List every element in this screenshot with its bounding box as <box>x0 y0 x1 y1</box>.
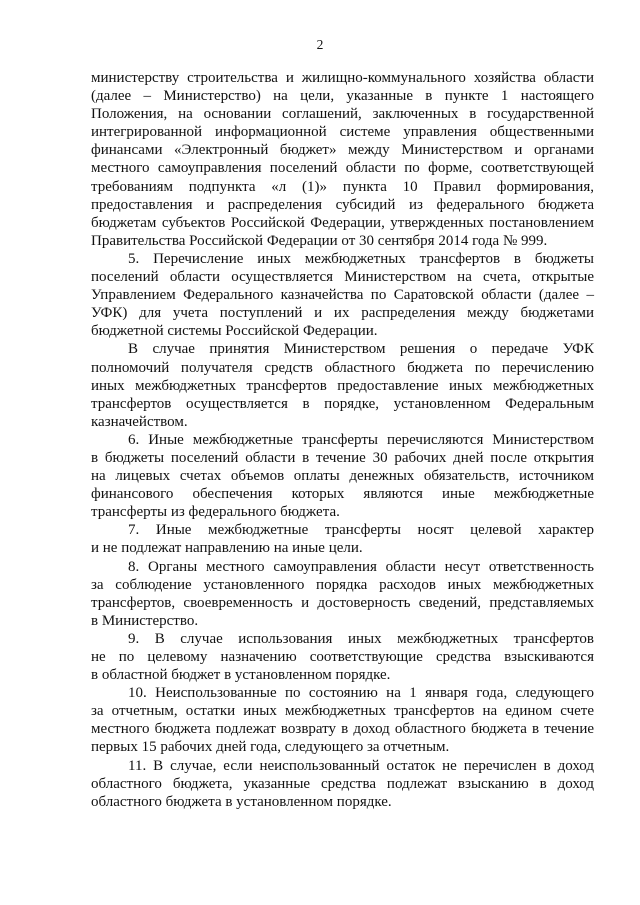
paragraph-8-line-4: первых 15 рабочих дней года, следующего за отчетным. <box>91 739 450 756</box>
paragraph-3-line-5: казначейством. <box>91 413 188 430</box>
paragraph-1-line-1: министерству строительства и жилищно-коммунального хозяйства области <box>91 70 594 86</box>
paragraph-1-line-3: Положения, на основании соглашений, заключенных в государственной <box>91 106 594 123</box>
paragraph-9-line-2: областного бюджета, указанные средства подлежат взысканию в доход <box>91 775 594 792</box>
paragraph-2-line-5: бюджетной системы Российской Федерации. <box>91 323 378 340</box>
paragraph-8-line-2: за отчетным, остатки иных межбюджетных трансфертов на едином счете <box>91 703 594 720</box>
paragraph-2-line-2: поселений области осуществляется Министерством на счета, открытые <box>91 269 594 286</box>
paragraph-1-line-10: Правительства Российской Федерации от 30 сентября 2014 года № 999. <box>91 232 548 249</box>
paragraph-6-line-4: в Министерство. <box>91 612 199 629</box>
paragraph-4-line-1: 6. Иные межбюджетные трансферты перечисляются Министерством <box>128 431 594 448</box>
paragraph-4-line-4: финансового обеспечения которых являются иные межбюджетные <box>91 486 594 503</box>
paragraph-1-line-6: местного самоуправления поселений области по форме, соответствующей <box>91 160 594 177</box>
paragraph-5-line-2: и не подлежат направлению на иные цели. <box>91 540 363 557</box>
paragraph-5-line-1: 7. Иные межбюджетные трансферты носят целевой характер <box>128 522 594 539</box>
paragraph-8-line-3: местного бюджета подлежат возврату в доход областного бюджета в течение <box>91 721 594 738</box>
paragraph-2-line-4: УФК) для учета поступлений и их распределения между бюджетами <box>91 305 594 322</box>
paragraph-4-line-3: на лицевых счетах объемов оплаты денежных обязательств, источником <box>91 468 594 485</box>
paragraph-7-line-1: 9. В случае использования иных межбюджетных трансфертов <box>128 630 594 647</box>
paragraph-3-line-1: В случае принятия Министерством решения о передаче УФК <box>128 341 594 358</box>
paragraph-1-line-4: интегрированной информационной системе управления общественными <box>91 124 594 141</box>
paragraph-8-line-1: 10. Неиспользованные по состоянию на 1 января года, следующего <box>128 685 594 702</box>
paragraph-7-line-2: не по целевому назначению соответствующие средства взыскиваются <box>91 649 594 665</box>
paragraph-1-line-2: (далее – Министерство) на цели, указанные в пункте 1 настоящего <box>91 88 594 105</box>
paragraph-3-line-4: трансфертов осуществляется в порядке, установленном Федеральным <box>91 395 594 412</box>
paragraph-1-line-7: требованиям подпункта «л (1)» пункта 10 Правил формирования, <box>91 178 594 195</box>
paragraph-1-line-5: финансами «Электронный бюджет» между Министерством и органами <box>91 142 594 159</box>
paragraph-9-line-3: областного бюджета в установленном порядке. <box>91 793 392 810</box>
paragraph-4-line-5: трансферты из федерального бюджета. <box>91 504 340 521</box>
page-number: 2 <box>316 37 324 52</box>
paragraph-2-line-3: Управлением Федерального казначейства по Саратовской области (далее – <box>91 287 594 304</box>
paragraph-3-line-2: полномочий получателя средств областного бюджета по перечислению <box>91 359 594 376</box>
paragraph-1-line-9: бюджетам субъектов Российской Федерации, утвержденных постановлением <box>91 214 594 231</box>
paragraph-6-line-1: 8. Органы местного самоуправления области несут ответственность <box>128 558 594 575</box>
paragraph-4-line-2: в бюджеты поселений области в течение 30 рабочих дней после открытия <box>91 449 594 466</box>
paragraph-7-line-3: в областной бюджет в установленном порядке. <box>91 667 391 684</box>
paragraph-6-line-2: за соблюдение установленного порядка расходов иных межбюджетных <box>91 576 594 593</box>
paragraph-9-line-1: 11. В случае, если неиспользованный остаток не перечислен в доход <box>128 757 594 774</box>
paragraph-2-line-1: 5. Перечисление иных межбюджетных трансфертов в бюджеты <box>128 250 594 267</box>
paragraph-1-line-8: предоставления и распределения субсидий из федерального бюджета <box>91 196 594 213</box>
paragraph-3-line-3: иных межбюджетных трансфертов предоставление иных межбюджетных <box>91 377 594 394</box>
document-body <box>91 69 594 811</box>
paragraph-6-line-3: трансфертов, своевременность и достоверность сведений, представляемых <box>91 594 594 611</box>
